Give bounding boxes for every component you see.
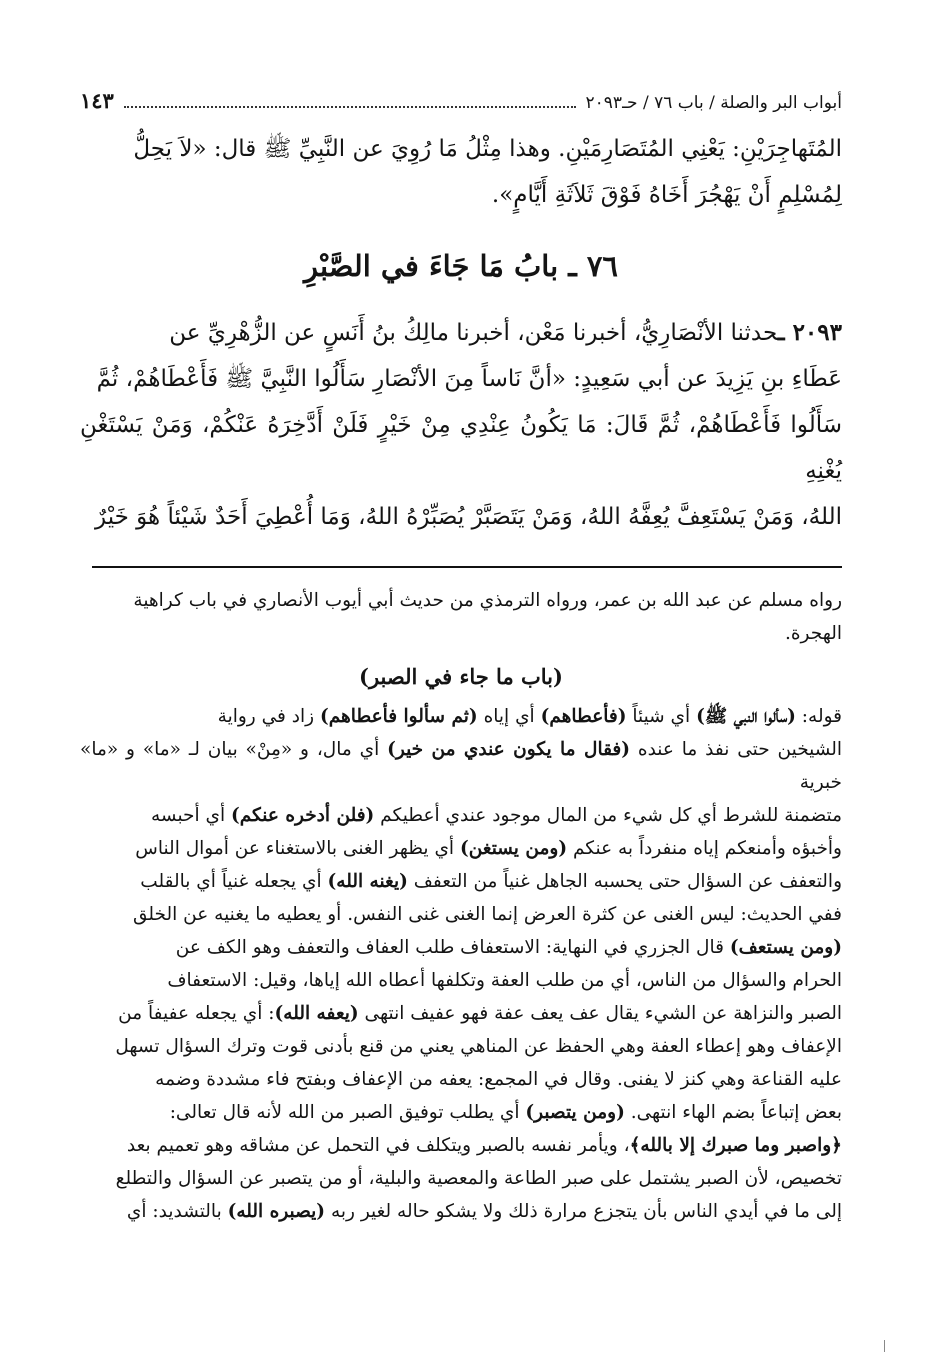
text-line: قوله: (سألوا النبي ﷺ) أي شيئاً (فأعطاهم) أي إياه (ثم سألوا فأعطاهم) زاد في رواية [217, 706, 842, 727]
hadith-number: ٢٠٩٣ ـ [777, 319, 842, 346]
text-line: عليه القناعة وهي كنز لا يفنى. وقال في المجمع: يعفه من الإعفاف وبفتح فاء مشددة وضمه [155, 1069, 842, 1090]
commentary-heading: (باب ما جاء في الصبر) [359, 664, 563, 689]
text-line: والتعفف عن السؤال حتى يحسبه الجاهل غنياً من التعفف (يغنه الله) أي يجعله غنياً أي بالقلب [140, 871, 842, 892]
text-line: إلى ما في أيدي الناس بأن يتجزع مرارة ذلك ولا يشكو حاله لغير ربه (يصبره الله) بالتشديد: أي [126, 1201, 842, 1222]
text-line: الشيخين حتى نفذ ما عنده (فقال ما يكون عندي من خير) أي مال، و «مِنْ» بيان لـ «ما» و «ما» خبرية [80, 739, 842, 793]
text-line: رواه مسلم عن عبد الله بن عمر، ورواه الترمذي من حديث أبي أيوب الأنصاري في باب كراهية [133, 590, 842, 611]
text-line: الصبر والنزاهة عن الشيء يقال عف يعف عفة فهو عفيف انتهى (يعفه الله): أي يجعله عفيفاً من [118, 1003, 842, 1024]
text-line: ففي الحديث: ليس الغنى عن كثرة العرض إنما الغنى غنى النفس. أو يعطيه ما يغنيه عن الخلق [133, 904, 842, 925]
running-header [80, 88, 842, 116]
text-line: عَطَاءِ بنِ يَزِيدَ عن أبي سَعِيدٍ: «أنَّ نَاساً مِنَ الأنْصَارِ سَأَلُوا النَّبِيَّ ﷺ فَأَعْطَاهُمْ، ثُمَّ [96, 366, 842, 392]
running-header-title: أبواب البر والصلة / باب ٧٦ / حـ٢٠٩٣ [585, 93, 842, 113]
text-line: المُتَهاجِرَيْنِ: يَعْنِي المُتَصَارِمَيْنِ. وهذا مِثْلُ مَا رُوِيَ عن النَّبِيِّ ﷺ قال: «لاَ يَحِلُّ [133, 136, 842, 162]
footnote [80, 584, 842, 650]
text-line: سَأَلُوا فَأَعْطَاهُمْ، ثُمَّ قَالَ: مَا يَكُونُ عِنْدِي مِنْ خَيْرٍ فَلَنْ أَدَّخِرَهُ عَنْكُمْ، وَمَنْ يَسْتَغْنِ يُغْنِهِ [80, 412, 842, 484]
text-line: ٢٠٩٣ ـحدثنا الأنْصَارِيُّ، أخبرنا مَعْن، أخبرنا مالِكُ بنُ أَنَسٍ عن الزُّهْرِيِّ عن [169, 319, 842, 346]
commentary [80, 700, 842, 1228]
chapter-heading: ٧٦ ـ بابُ مَا جَاءَ في الصَّبْرِ [303, 249, 619, 283]
text-line: لِمُسْلِمٍ أَنْ يَهْجُرَ أَخَاهُ فَوْقَ ثَلاَثَةِ أَيَّامٍ». [491, 182, 842, 208]
header-dot-leader [124, 106, 576, 108]
text-line: اللهُ، وَمَنْ يَسْتَعِفَّ يُعِفَّهُ اللهُ، وَمَنْ يَتَصَبَّرْ يُصَبِّرْهُ اللهُ، وَمَا أُعْطِيَ أَحَدٌ شَيْئاً هُوَ خَيْرٌ [95, 504, 842, 530]
text-line: تخصيص، لأن الصبر يشتمل على صبر الطاعة والمعصية والبلية، أو من يتصبر عن السؤال والتطلع [115, 1168, 842, 1189]
text-line: (ومن يستعف) قال الجزري في النهاية: الاستعفاف طلب العفاف والتعفف وهو الكف عن [175, 937, 842, 958]
text-line: ﴿واصبر وما صبرك إلا بالله﴾، ويأمر نفسه بالصبر ويتكلف في التحمل عن مشاقه وهو تعميم بعد [126, 1135, 842, 1156]
text-line: وأخبؤه وأمنعكم إياه منفرداً به عنكم (ومن يستغن) أي يظهر الغنى بالاستغناء عن أموال الناس [135, 838, 842, 859]
hadith-block [80, 310, 842, 540]
text-line: الإعفاف وهو إعطاء العفة وهي الحفظ عن المناهي يعني من قنع بأدنى قوت وترك السؤال تسهل [115, 1036, 842, 1057]
text-line: متضمنة للشرط أي كل شيء من المال موجود عندي أعطيكم (فلن أدخره عنكم) أي أحبسه [151, 805, 842, 826]
text-line: بعض إتباعاً بضم الهاء انتهى. (ومن يتصبر) أي يطلب توفيق الصبر من الله لأنه قال تعالى: [169, 1102, 842, 1123]
page-number: ١٤٣ [80, 88, 114, 113]
page [80, 88, 842, 1228]
footnote-divider [92, 566, 842, 568]
text-line: الحرام والسؤال من الناس، أي من طلب العفة وتكلفها أعطاه الله إياها، وقيل: الاستعفاف [167, 970, 842, 991]
margin-tick [884, 1340, 885, 1352]
carryover-text [80, 126, 842, 218]
text-line: الهجرة. [784, 623, 842, 644]
